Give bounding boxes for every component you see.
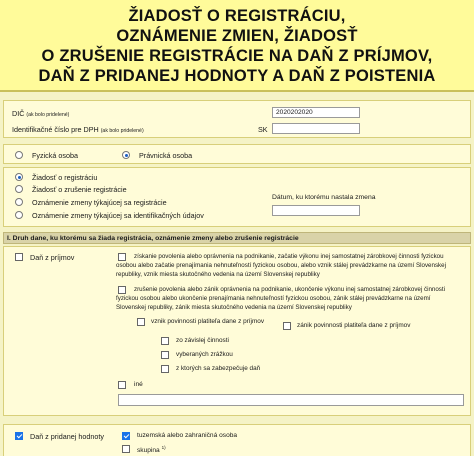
vat-box	[3, 424, 471, 456]
checkbox-payer-end[interactable]	[283, 322, 291, 330]
domestic-foreign-label: tuzemská alebo zahraničná osoba	[137, 432, 238, 439]
checkbox-other[interactable]	[118, 381, 126, 389]
radio-ziadost-zrusenie[interactable]	[15, 185, 23, 193]
checkbox-withholding[interactable]	[161, 351, 169, 359]
icdph-label: Identifikačné číslo pre DPH (ak bolo pridelené)	[12, 125, 144, 134]
radio-label-ziadost-registracia: Žiadosť o registráciu	[32, 173, 98, 182]
identification-box	[3, 100, 471, 138]
income-tax-box	[3, 246, 471, 416]
business-end-text: zrušenie povolenia alebo zánik oprávnenia na podnikanie, ukončenie výkonu inej samostatnej zárobkovej činnosti fyzickou osobou alebo ukončenie prenajímania nehnuteľností fyzickou osobou, zánik stálej prevádzkarne na území Slovenskej republiky, zánik miesta skutočného vedenia na území Slovenskej republiky	[116, 286, 445, 312]
checkbox-domestic-foreign[interactable]	[122, 432, 130, 440]
checkbox-income-tax[interactable]	[15, 253, 23, 261]
radio-ziadost-registracia[interactable]	[15, 173, 23, 181]
change-date-label: Dátum, ku ktorému nastala zmena	[272, 194, 376, 201]
other-input[interactable]	[118, 394, 464, 406]
radio-fyzicka-osoba[interactable]	[15, 151, 23, 159]
section-1-header	[3, 232, 471, 244]
header-title-line-4: DAŇ Z PRIDANEJ HODNOTY A DAŇ Z POISTENIA	[38, 67, 436, 85]
withholding-label: vyberaných zrážkou	[176, 351, 233, 358]
vat-label: Daň z pridanej hodnoty	[30, 432, 104, 441]
section-1-title: I. Druh dane, ku ktorému sa žiada registrácia, oznámenie zmeny alebo zrušenie registrácie	[7, 234, 299, 242]
checkbox-vat[interactable]	[15, 432, 23, 440]
radio-label-ziadost-zrusenie: Žiadosť o zrušenie registrácie	[32, 185, 127, 194]
checkbox-payer-start[interactable]	[137, 318, 145, 326]
checkbox-tax-secured[interactable]	[161, 365, 169, 373]
dependent-activity-label: zo závislej činnosti	[176, 337, 229, 344]
radio-pravnicka-osoba[interactable]	[122, 151, 130, 159]
header-title-line-3: O ZRUŠENIE REGISTRÁCIE NA DAŇ Z PRÍJMOV,	[41, 47, 433, 65]
change-date-input[interactable]	[272, 205, 360, 216]
header-title-line-2: OZNÁMENIE ZMIEN, ŽIADOSŤ	[116, 27, 358, 45]
sk-prefix: SK	[258, 125, 268, 134]
tax-secured-label: z ktorých sa zabezpečuje daň	[176, 365, 261, 372]
radio-label-pravnicka-osoba: Právnická osoba	[139, 151, 193, 160]
radio-label-zmena-identifikacnych-udajov: Oznámenie zmeny týkajúcej sa identifikačných údajov	[32, 211, 204, 220]
request-type-box	[3, 167, 471, 227]
income-tax-label: Daň z príjmov	[30, 253, 75, 262]
radio-zmena-identifikacnych-udajov[interactable]	[15, 211, 23, 219]
icdph-input[interactable]	[272, 123, 360, 134]
checkbox-group[interactable]	[122, 445, 130, 453]
business-start-text: získanie povolenia alebo oprávnenia na podnikanie, začatie výkonu inej samostatnej zárobkovej činnosti fyzickou osobou alebo začatie prenajímania nehnuteľností fyzickou osobou, alebo vznik stálej prevádzkarne na území Slovenskej republiky, vznik miesta skutočného vedenia na území Slovenskej republiky	[116, 253, 446, 279]
checkbox-business-end[interactable]	[118, 286, 126, 294]
header-title-line-1: ŽIADOSŤ O REGISTRÁCIU,	[128, 7, 346, 25]
payer-start-label: vznik povinnosti platiteľa dane z príjmov	[151, 318, 265, 325]
radio-zmena-registracie[interactable]	[15, 198, 23, 206]
other-label: iné	[134, 381, 143, 388]
group-label: skupina $^{1)}$	[137, 445, 166, 455]
dic-input[interactable]: 2020202020	[272, 107, 360, 118]
dic-label: DIČ (ak bolo pridelené)	[12, 109, 70, 118]
checkbox-business-start[interactable]	[118, 253, 126, 261]
person-type-box	[3, 144, 471, 164]
checkbox-dependent-activity[interactable]	[161, 337, 169, 345]
form-header	[0, 0, 474, 92]
payer-end-label: zánik povinnosti platiteľa dane z príjmov	[297, 322, 411, 329]
radio-label-zmena-registracie: Oznámenie zmeny týkajúcej sa registrácie	[32, 198, 167, 207]
radio-label-fyzicka-osoba: Fyzická osoba	[32, 151, 78, 160]
